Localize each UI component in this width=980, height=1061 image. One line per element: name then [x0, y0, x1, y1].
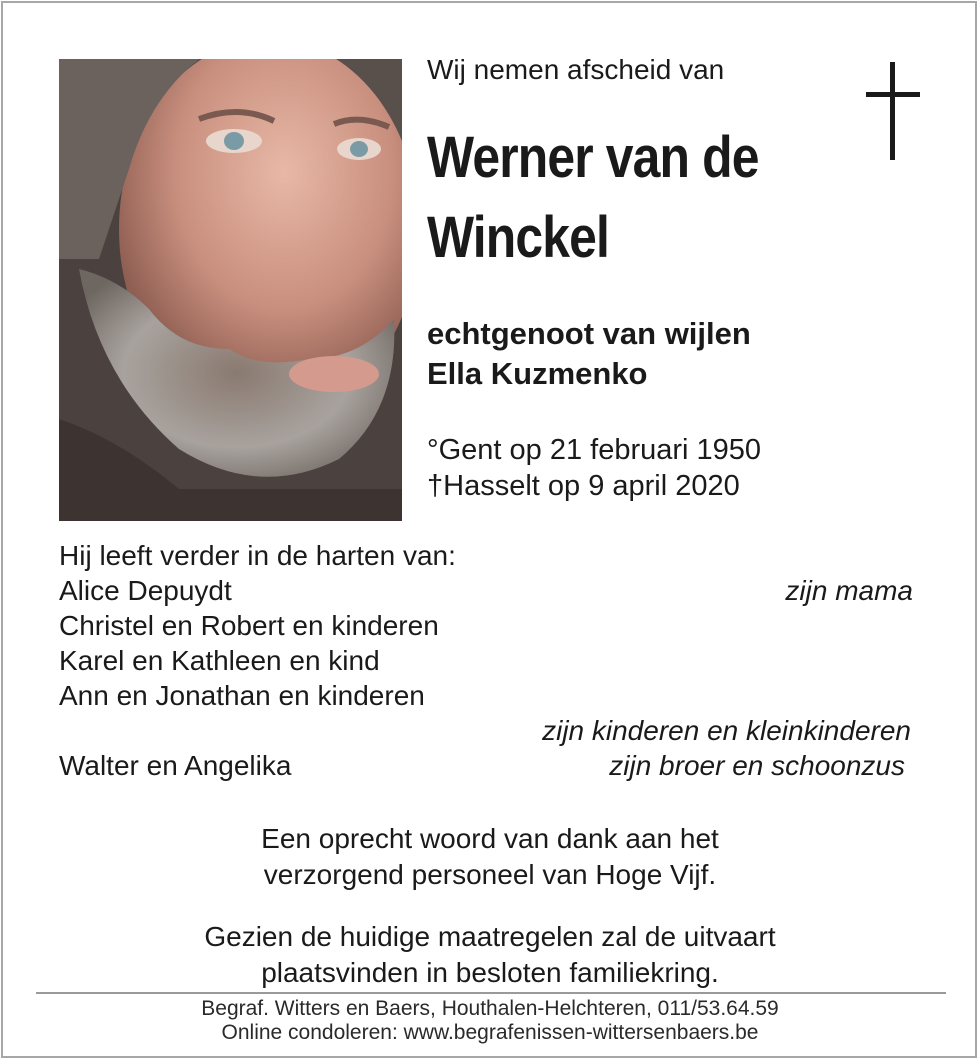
- family-member: Alice Depuydt: [59, 575, 232, 606]
- family-relation: zijn broer en schoonzus: [609, 750, 905, 781]
- intro-text: Wij nemen afscheid van: [427, 54, 725, 85]
- thanks-line-1: Een oprecht woord van dank aan het: [261, 823, 719, 854]
- spouse-line-1: echtgenoot van wijlen: [427, 316, 751, 351]
- family-member: Karel en Kathleen en kind: [59, 645, 380, 676]
- portrait-photo: [59, 59, 402, 521]
- notice-line-1: Gezien de huidige maatregelen zal de uitvaart: [204, 921, 776, 952]
- family-member: Christel en Robert en kinderen: [59, 610, 439, 641]
- family-relation: zijn mama: [785, 575, 913, 606]
- name-line-1: Werner van de: [427, 125, 759, 190]
- spouse-line-2: Ella Kuzmenko: [427, 356, 648, 391]
- cross-icon: [863, 62, 923, 160]
- thanks-line-2: verzorgend personeel van Hoge Vijf.: [263, 859, 717, 890]
- funeral-notice: [0, 919, 980, 991]
- family-heading: Hij leeft verder in de harten van:: [59, 540, 456, 571]
- funeral-home-info: Begraf. Witters en Baers, Houthalen-Helchteren, 011/53.64.59: [201, 997, 779, 1020]
- birth-date: °Gent op 21 februari 1950: [427, 434, 762, 466]
- spouse-info: [427, 314, 751, 394]
- family-member: Walter en Angelika: [59, 750, 292, 781]
- name-line-2: Winckel: [427, 205, 610, 270]
- life-dates: [427, 432, 761, 504]
- footer: [0, 997, 980, 1045]
- footer-divider: [36, 992, 946, 994]
- death-date: †Hasselt op 9 april 2020: [427, 470, 740, 502]
- family-member: Ann en Jonathan en kinderen: [59, 680, 425, 711]
- family-relation: zijn kinderen en kleinkinderen: [542, 715, 911, 746]
- notice-line-2: plaatsvinden in besloten familiekring.: [261, 957, 719, 988]
- thanks-message: [0, 821, 980, 893]
- deceased-name: [427, 118, 788, 278]
- condolence-website: Online condoleren: www.begrafenissen-wittersenbaers.be: [221, 1021, 759, 1044]
